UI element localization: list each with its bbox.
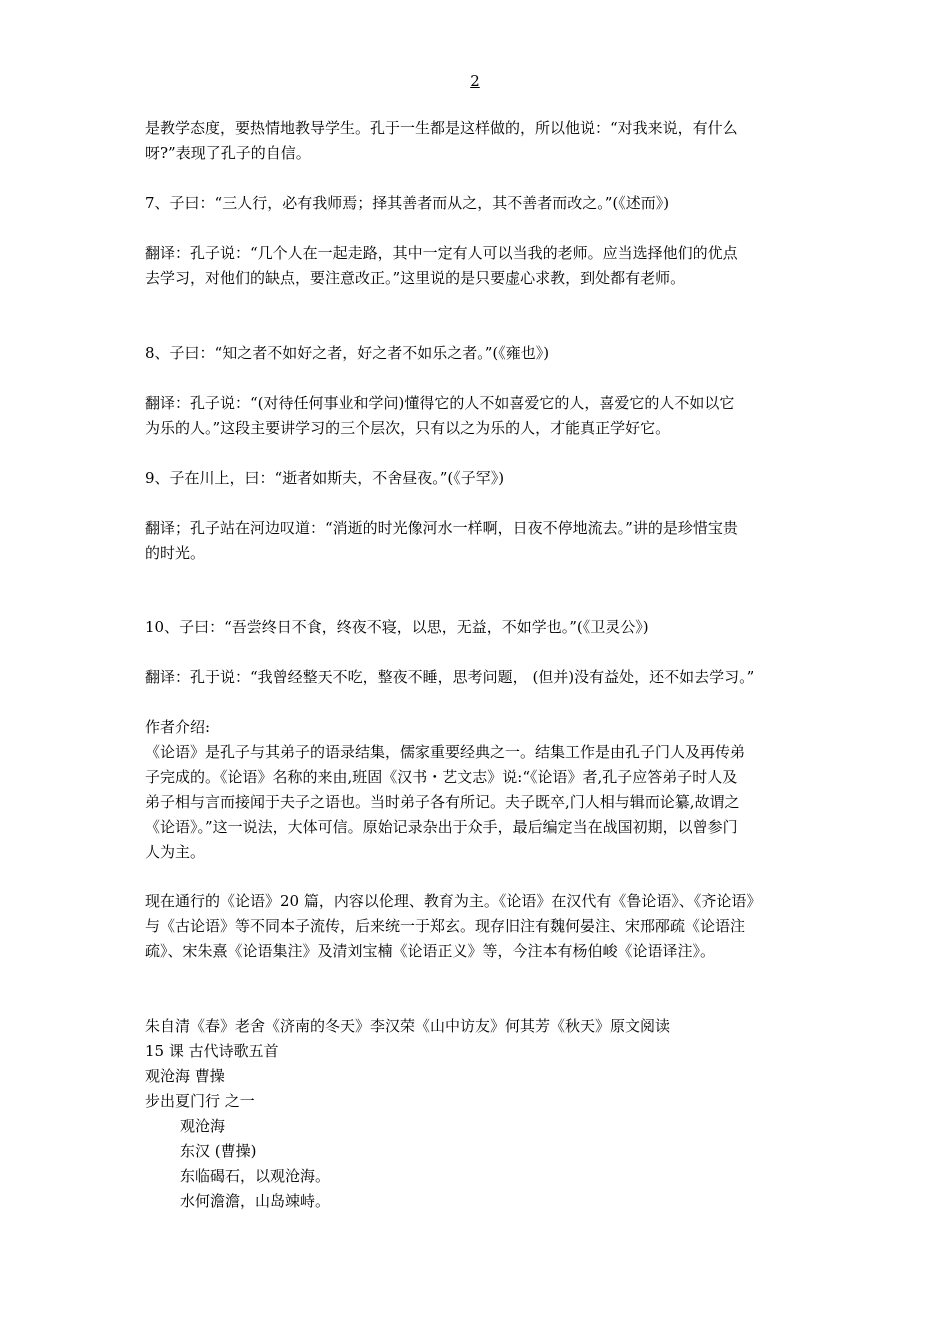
author-paragraph-line: 《论语》是孔子与其弟子的语录结集，儒家重要经典之一。结集工作是由孔子门人及再传弟: [145, 743, 746, 761]
author-paragraph-line: 现在通行的《论语》20 篇，内容以伦理、教育为主。《论语》在汉代有《鲁论语》、《齐论语》: [145, 892, 762, 910]
poem-heading: 观沧海 曹操: [145, 1067, 225, 1085]
author-paragraph-line: 子完成的。《论语》名称的来由,班固《汉书・艺文志》说:“《论语》者,孔子应答弟子时人及: [145, 768, 738, 786]
translation-line: 为乐的人。”这段主要讲学习的三个层次，只有以之为乐的人，才能真正学好它。: [145, 419, 671, 437]
author-paragraph-line: 弟子相与言而接闻于夫子之语也。当时弟子各有所记。夫子既卒,门人相与辑而论纂,故谓之: [145, 793, 740, 811]
page-number: 2: [470, 72, 480, 90]
translation-line: 翻译：孔子说：“(对待任何事业和学问)懂得它的人不如喜爱它的人，喜爱它的人不如以它: [145, 394, 735, 412]
poem-author: 东汉 (曹操): [180, 1142, 257, 1160]
translation-line: 的时光。: [145, 544, 206, 562]
quote-7: 7、子曰：“三人行，必有我师焉；择其善者而从之，其不善者而改之。”(《述而》): [145, 194, 670, 212]
author-paragraph-line: 与《古论语》等不同本子流传，后来统一于郑玄。现存旧注有魏何晏注、宋邢邴疏《论语注: [145, 917, 746, 935]
paragraph-line: 是教学态度，要热情地教导学生。孔于一生都是这样做的，所以他说：“对我来说，有什么: [145, 119, 738, 137]
author-paragraph-line: 疏》、宋朱熹《论语集注》及清刘宝楠《论语正义》等，今注本有杨伯峻《论语译注》。: [145, 942, 716, 960]
paragraph-line: 呀?”表现了孔子的自信。: [145, 144, 311, 162]
translation-line: 去学习，对他们的缺点，要注意改正。”这里说的是只要虚心求教，到处都有老师。: [145, 269, 686, 287]
translation-line: 翻译；孔子站在河边叹道：“消逝的时光像河水一样啊，日夜不停地流去。”讲的是珍惜宝贵: [145, 519, 738, 537]
author-paragraph-line: 人为主。: [145, 843, 206, 861]
poem-line: 东临碣石，以观沧海。: [180, 1167, 331, 1185]
poem-subheading: 步出夏门行 之一: [145, 1092, 255, 1110]
author-paragraph-line: 《论语》。”这一说法，大体可信。原始记录杂出于众手，最后编定当在战国初期，以曾参门: [145, 818, 738, 836]
reading-list-line: 朱自清《春》老舍《济南的冬天》李汉荣《山中访友》何其芳《秋天》原文阅读: [145, 1017, 671, 1035]
quote-9: 9、子在川上，曰：“逝者如斯夫，不舍昼夜。”(《子罕》): [145, 469, 505, 487]
author-heading: 作者介绍:: [145, 718, 211, 736]
lesson-title: 15 课 古代诗歌五首: [145, 1042, 279, 1060]
poem-title: 观沧海: [180, 1117, 226, 1135]
translation-line: 翻译：孔子说：“几个人在一起走路，其中一定有人可以当我的老师。应当选择他们的优点: [145, 244, 738, 262]
quote-10: 10、子曰：“吾尝终日不食，终夜不寝，以思，无益，不如学也。”(《卫灵公》): [145, 618, 649, 636]
poem-line: 水何澹澹，山岛竦峙。: [180, 1192, 331, 1210]
quote-8: 8、子曰：“知之者不如好之者，好之者不如乐之者。”(《雍也》): [145, 344, 550, 362]
translation-line: 翻译：孔于说：“我曾经整天不吃，整夜不睡，思考问题， (但并)没有益处，还不如去学习。”: [145, 668, 755, 686]
